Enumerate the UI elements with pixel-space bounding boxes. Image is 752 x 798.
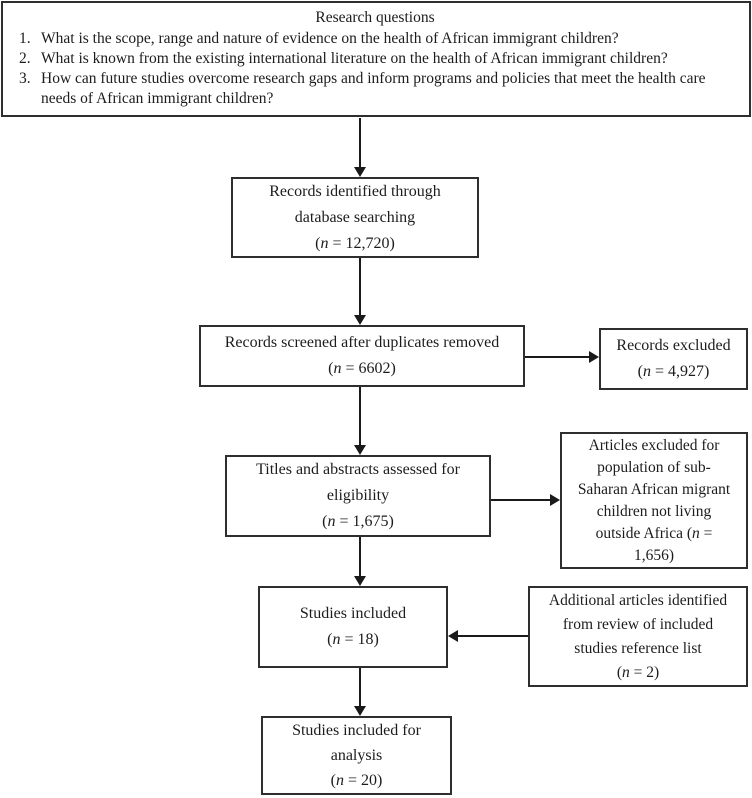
n-count: (n = 6602) [328,360,396,377]
question-number: 2. [19,50,31,67]
question-number: 1. [19,30,31,47]
research-question-2 [13,49,737,69]
box-text: children not living [596,502,712,520]
research-questions-box [1,1,751,117]
box-additional-articles [528,586,748,687]
arrow-head-down-icon [354,576,366,586]
box-text: 1,656) [633,546,675,564]
n-symbol: n [692,524,700,542]
n-symbol: n [320,234,329,252]
arrow-head-down-icon [354,706,366,716]
n-symbol: n [622,663,630,681]
box-text: Records identified through [269,182,441,200]
question-text: What is the scope, range and nature of evidence on the health of African immigrant children? [41,30,619,47]
question-number: 3. [19,70,31,87]
box-text: Studies included for [292,722,421,739]
arrow-head-right-icon [550,494,560,506]
box-text: population of sub- [597,458,711,476]
n-symbol: n [327,513,336,530]
n-count: (n = 4,927) [637,363,710,380]
research-question-1 [13,29,737,49]
arrow-head-down-icon [354,315,366,325]
arrow-shaft [359,387,361,445]
n-symbol: n [642,363,651,380]
n-symbol: n [333,360,342,377]
box-studies-included [258,586,448,668]
n-count: outside Africa (n = [595,524,713,542]
box-text: Additional articles identified [548,591,728,609]
box-text: from review of included [562,615,714,633]
research-questions-title: Research questions [315,9,435,26]
n-count: (n = 2) [616,663,660,681]
question-text: What is known from the existing international literature on the health of African immigrant children? [41,50,668,67]
box-text: Records screened after duplicates removed [224,334,500,351]
box-records-screened [199,325,525,387]
n-count: (n = 20) [330,772,383,789]
arrow-head-right-icon [589,351,599,363]
n-count: (n = 18) [327,631,379,648]
arrow-shaft [457,635,528,637]
n-count: (n = 12,720) [315,234,395,252]
box-text: Records excluded [616,337,731,354]
box-text: Saharan African migrant [577,480,731,498]
arrow-head-down-icon [354,445,366,455]
arrow-shaft [359,668,361,707]
box-text: Titles and abstracts assessed for [256,461,460,478]
arrow-shaft [491,499,552,501]
box-records-excluded [599,328,748,390]
question-text: How can future studies overcome research gaps and inform programs and policies that meet the health care needs of African immigrant children? [41,70,706,107]
box-titles-abstracts [225,455,491,537]
box-articles-excluded [560,432,748,569]
box-text: eligibility [326,487,390,504]
arrow-shaft [359,537,361,577]
arrow-shaft [359,118,361,168]
n-count: (n = 1,675) [322,513,394,530]
box-studies-analysis [261,716,452,795]
box-records-identified [231,177,479,258]
box-text: studies reference list [574,639,702,657]
box-text: Articles excluded for [588,436,720,454]
n-symbol: n [332,631,341,648]
arrow-shaft [525,356,591,358]
box-text: analysis [330,747,383,764]
box-text: Studies included [299,605,407,622]
box-text: database searching [294,208,416,226]
arrow-shaft [359,258,361,316]
arrow-head-down-icon [354,167,366,177]
research-question-3 [13,69,737,109]
n-symbol: n [335,772,344,789]
